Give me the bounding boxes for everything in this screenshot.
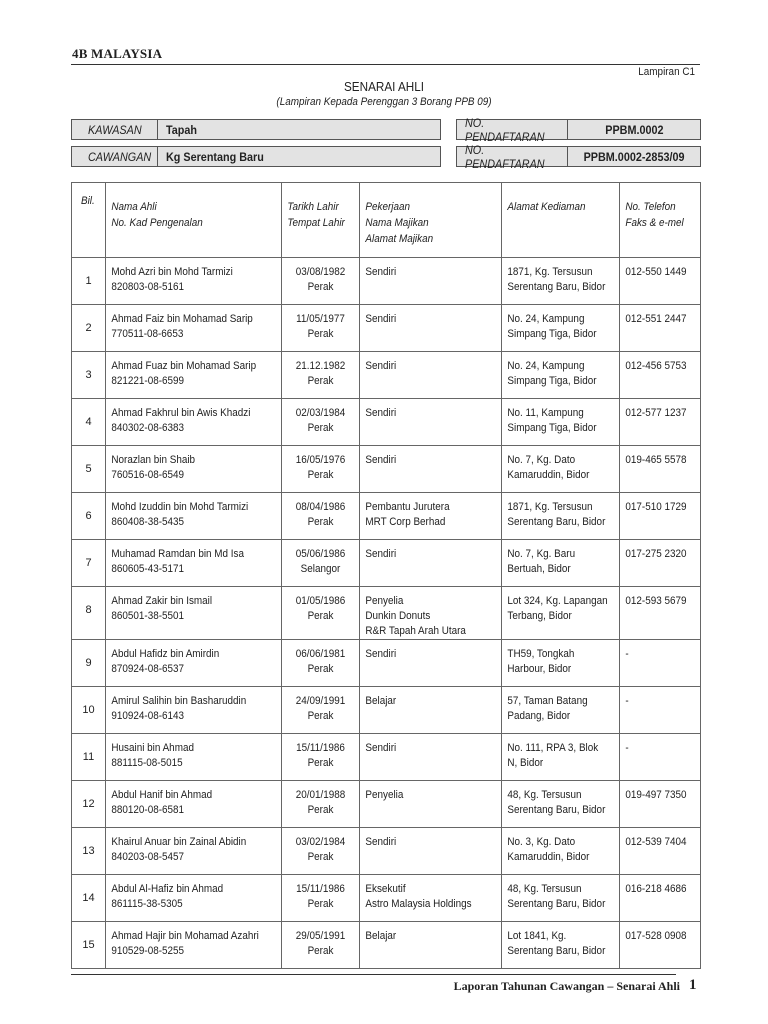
cell-telefon xyxy=(620,540,701,587)
cell-alamat xyxy=(502,540,620,587)
address-line-1: No. 24, Kampung xyxy=(507,313,585,325)
cell-alamat xyxy=(502,875,620,922)
cell-alamat xyxy=(502,305,620,352)
cell-nama xyxy=(106,922,282,969)
cell-telefon xyxy=(620,446,701,493)
employer: Astro Malaysia Holdings xyxy=(365,898,472,910)
cell-bil: 10 xyxy=(72,687,106,734)
table-row xyxy=(72,587,701,640)
table-row xyxy=(72,399,701,446)
kawasan-box xyxy=(71,119,441,140)
cell-telefon xyxy=(620,875,701,922)
occupation: Belajar xyxy=(365,695,397,707)
address-line-1: 48, Kg. Tersusun xyxy=(507,789,582,801)
occupation: Penyelia xyxy=(365,789,404,801)
birth-place: Perak xyxy=(307,610,334,622)
cell-bil: 13 xyxy=(72,828,106,875)
table-row xyxy=(72,258,701,305)
cell-bil: 2 xyxy=(72,305,106,352)
cell-pekerjaan xyxy=(360,258,502,305)
occupation: Eksekutif xyxy=(365,883,406,895)
address-line-2: Padang, Bidor xyxy=(507,710,571,722)
address-line-2: Serentang Baru, Bidor xyxy=(507,898,606,910)
lampiran-label: Lampiran C1 xyxy=(638,66,695,78)
table-row xyxy=(72,352,701,399)
cell-tarikh xyxy=(282,687,360,734)
member-name: Abdul Hanif bin Ahmad xyxy=(111,789,213,801)
member-ic: 860408-38-5435 xyxy=(111,516,185,528)
cell-telefon xyxy=(620,687,701,734)
birth-place: Perak xyxy=(307,757,334,769)
cell-tarikh xyxy=(282,781,360,828)
address-line-1: Lot 324, Kg. Lapangan xyxy=(507,595,608,607)
birth-date: 03/08/1982 xyxy=(295,266,346,278)
member-name: Ahmad Faiz bin Mohamad Sarip xyxy=(111,313,253,325)
phone: 012-456 5753 xyxy=(625,360,687,372)
birth-place: Perak xyxy=(307,516,334,528)
table-row xyxy=(72,446,701,493)
phone: 012-577 1237 xyxy=(625,407,687,419)
birth-date: 06/06/1981 xyxy=(295,648,346,660)
member-name: Amirul Salihin bin Basharuddin xyxy=(111,695,247,707)
footer-divider xyxy=(71,974,676,975)
cell-nama xyxy=(106,828,282,875)
birth-place: Selangor xyxy=(300,563,341,575)
cell-pekerjaan xyxy=(360,540,502,587)
page-number: 1 xyxy=(689,977,697,993)
address-line-1: TH59, Tongkah xyxy=(507,648,575,660)
table-row xyxy=(72,828,701,875)
phone: 017-275 2320 xyxy=(625,548,687,560)
address-line-1: No. 3, Kg. Dato xyxy=(507,836,576,848)
cell-alamat xyxy=(502,781,620,828)
cell-alamat xyxy=(502,493,620,540)
birth-date: 16/05/1976 xyxy=(295,454,346,466)
cell-tarikh xyxy=(282,828,360,875)
cell-pekerjaan xyxy=(360,922,502,969)
table-row xyxy=(72,922,701,969)
member-name: Mohd Azri bin Mohd Tarmizi xyxy=(111,266,233,278)
cell-pekerjaan xyxy=(360,640,502,687)
cell-nama xyxy=(106,540,282,587)
member-ic: 870924-08-6537 xyxy=(111,663,185,675)
cawangan-label: CAWANGAN xyxy=(72,147,158,166)
cell-pekerjaan xyxy=(360,399,502,446)
phone: 016-218 4686 xyxy=(625,883,687,895)
cell-pekerjaan xyxy=(360,305,502,352)
cell-pekerjaan xyxy=(360,734,502,781)
member-name: Mohd Izuddin bin Mohd Tarmizi xyxy=(111,501,249,513)
table-row xyxy=(72,687,701,734)
birth-date: 03/02/1984 xyxy=(295,836,346,848)
birth-date: 24/09/1991 xyxy=(295,695,346,707)
address-line-2: Serentang Baru, Bidor xyxy=(507,516,606,528)
pendaftaran-value-2: PPBM.0002-2853/09 xyxy=(583,149,685,164)
member-name: Ahmad Fuaz bin Mohamad Sarip xyxy=(111,360,257,372)
address-line-2: Kamaruddin, Bidor xyxy=(507,469,590,481)
birth-place: Perak xyxy=(307,898,334,910)
birth-date: 15/11/1986 xyxy=(296,742,345,754)
member-ic: 881115-08-5015 xyxy=(111,757,183,769)
member-name: Khairul Anuar bin Zainal Abidin xyxy=(111,836,247,848)
cell-nama xyxy=(106,587,282,640)
cell-telefon xyxy=(620,352,701,399)
address-line-2: Serentang Baru, Bidor xyxy=(507,945,606,957)
cell-alamat xyxy=(502,446,620,493)
col-header-bil: Bil. xyxy=(72,183,106,258)
col-header-telefon: No. Telefon Faks & e-mel xyxy=(620,183,701,258)
occupation: Pembantu Jurutera xyxy=(365,501,450,513)
cell-bil: 15 xyxy=(72,922,106,969)
cell-alamat xyxy=(502,828,620,875)
cell-alamat xyxy=(502,587,620,640)
address-line-2: Harbour, Bidor xyxy=(507,663,572,675)
member-ic: 860501-38-5501 xyxy=(111,610,185,622)
birth-place: Perak xyxy=(307,469,334,481)
phone: - xyxy=(625,695,629,707)
member-ic: 840302-08-6383 xyxy=(111,422,185,434)
address-line-1: No. 111, RPA 3, Blok xyxy=(507,742,599,754)
cell-pekerjaan xyxy=(360,352,502,399)
cell-telefon xyxy=(620,922,701,969)
cell-telefon xyxy=(620,258,701,305)
member-table xyxy=(71,182,701,969)
address-line-1: No. 24, Kampung xyxy=(507,360,585,372)
address-line-2: Simpang Tiga, Bidor xyxy=(507,422,597,434)
member-ic: 910924-08-6143 xyxy=(111,710,185,722)
cell-bil: 9 xyxy=(72,640,106,687)
cell-pekerjaan xyxy=(360,587,502,640)
cell-alamat xyxy=(502,734,620,781)
cell-nama xyxy=(106,258,282,305)
birth-date: 15/11/1986 xyxy=(296,883,345,895)
phone: 017-510 1729 xyxy=(625,501,687,513)
address-line-2: Terbang, Bidor xyxy=(507,610,572,622)
address-line-2: Kamaruddin, Bidor xyxy=(507,851,590,863)
phone: 012-593 5679 xyxy=(625,595,687,607)
cell-tarikh xyxy=(282,875,360,922)
cell-alamat xyxy=(502,258,620,305)
cell-alamat xyxy=(502,687,620,734)
birth-place: Perak xyxy=(307,804,334,816)
birth-date: 21.12.1982 xyxy=(295,360,346,372)
cell-bil: 6 xyxy=(72,493,106,540)
occupation: Sendiri xyxy=(365,313,397,325)
occupation: Sendiri xyxy=(365,548,397,560)
phone: 019-497 7350 xyxy=(625,789,687,801)
pendaftaran-value-1: PPBM.0002 xyxy=(604,122,664,137)
cell-tarikh xyxy=(282,587,360,640)
member-name: Ahmad Hajir bin Mohamad Azahri xyxy=(111,930,259,942)
cell-telefon xyxy=(620,493,701,540)
member-ic: 880120-08-6581 xyxy=(111,804,185,816)
page-subtitle: (Lampiran Kepada Perenggan 3 Borang PPB 09) xyxy=(276,96,492,108)
address-line-1: 57, Taman Batang xyxy=(507,695,588,707)
phone: 012-551 2447 xyxy=(625,313,687,325)
cell-nama xyxy=(106,399,282,446)
cell-telefon xyxy=(620,399,701,446)
address-line-2: N, Bidor xyxy=(507,757,544,769)
cell-tarikh xyxy=(282,446,360,493)
table-row xyxy=(72,781,701,828)
member-ic: 760516-08-6549 xyxy=(111,469,185,481)
cell-bil: 1 xyxy=(72,258,106,305)
cell-bil: 14 xyxy=(72,875,106,922)
cell-bil: 4 xyxy=(72,399,106,446)
cell-nama xyxy=(106,875,282,922)
occupation: Sendiri xyxy=(365,742,397,754)
address-line-2: Serentang Baru, Bidor xyxy=(507,804,606,816)
cell-bil: 7 xyxy=(72,540,106,587)
employer: MRT Corp Berhad xyxy=(365,516,446,528)
address-line-2: Simpang Tiga, Bidor xyxy=(507,328,597,340)
occupation: Penyelia xyxy=(365,595,404,607)
birth-place: Perak xyxy=(307,422,334,434)
member-ic: 860605-43-5171 xyxy=(111,563,185,575)
address-line-1: 48, Kg. Tersusun xyxy=(507,883,582,895)
cell-alamat xyxy=(502,640,620,687)
table-row xyxy=(72,640,701,687)
member-ic: 821221-08-6599 xyxy=(111,375,185,387)
cell-nama xyxy=(106,446,282,493)
cell-bil: 5 xyxy=(72,446,106,493)
page-title: SENARAI AHLI xyxy=(344,79,424,94)
table-row xyxy=(72,875,701,922)
birth-date: 02/03/1984 xyxy=(295,407,346,419)
cell-nama xyxy=(106,687,282,734)
birth-place: Perak xyxy=(307,328,334,340)
address-line-2: Simpang Tiga, Bidor xyxy=(507,375,597,387)
cell-tarikh xyxy=(282,493,360,540)
cell-alamat xyxy=(502,922,620,969)
col-header-alamat: Alamat Kediaman xyxy=(502,183,620,258)
address-line-2: Bertuah, Bidor xyxy=(507,563,571,575)
phone: - xyxy=(625,742,629,754)
cell-bil: 11 xyxy=(72,734,106,781)
birth-date: 11/05/1977 xyxy=(296,313,345,325)
address-line-1: No. 7, Kg. Dato xyxy=(507,454,576,466)
col-header-nama: Nama Ahli No. Kad Pengenalan xyxy=(106,183,282,258)
birth-date: 20/01/1988 xyxy=(295,789,346,801)
occupation: Sendiri xyxy=(365,836,397,848)
member-name: Norazlan bin Shaib xyxy=(111,454,196,466)
phone: 012-550 1449 xyxy=(625,266,687,278)
birth-date: 01/05/1986 xyxy=(295,595,346,607)
cell-telefon xyxy=(620,640,701,687)
cell-alamat xyxy=(502,352,620,399)
cell-telefon xyxy=(620,828,701,875)
cell-tarikh xyxy=(282,640,360,687)
address-line-1: No. 11, Kampung xyxy=(507,407,584,419)
employer: Dunkin Donuts xyxy=(365,610,431,622)
member-name: Husaini bin Ahmad xyxy=(111,742,194,754)
cell-tarikh xyxy=(282,352,360,399)
birth-place: Perak xyxy=(307,945,334,957)
birth-date: 08/04/1986 xyxy=(295,501,346,513)
member-name: Abdul Al-Hafiz bin Ahmad xyxy=(111,883,224,895)
cell-bil: 12 xyxy=(72,781,106,828)
pendaftaran-label-1: NO. PENDAFTARAN xyxy=(457,120,568,139)
member-name: Abdul Hafidz bin Amirdin xyxy=(111,648,220,660)
cell-pekerjaan xyxy=(360,493,502,540)
cell-nama xyxy=(106,305,282,352)
table-row xyxy=(72,540,701,587)
kawasan-label: KAWASAN xyxy=(72,120,158,139)
member-name: Ahmad Zakir bin Ismail xyxy=(111,595,213,607)
cell-tarikh xyxy=(282,734,360,781)
pendaftaran-box-2 xyxy=(456,142,701,171)
cell-tarikh xyxy=(282,922,360,969)
address-line-1: Lot 1841, Kg. xyxy=(507,930,567,942)
address-line-1: No. 7, Kg. Baru xyxy=(507,548,576,560)
table-row xyxy=(72,305,701,352)
cell-nama xyxy=(106,640,282,687)
cell-telefon xyxy=(620,587,701,640)
member-ic: 910529-08-5255 xyxy=(111,945,185,957)
phone: 019-465 5578 xyxy=(625,454,687,466)
cell-pekerjaan xyxy=(360,446,502,493)
member-ic: 840203-08-5457 xyxy=(111,851,185,863)
occupation: Sendiri xyxy=(365,266,397,278)
birth-date: 05/06/1986 xyxy=(295,548,346,560)
member-name: Ahmad Fakhrul bin Awis Khadzi xyxy=(111,407,251,419)
cell-nama xyxy=(106,352,282,399)
cell-pekerjaan xyxy=(360,875,502,922)
occupation: Belajar xyxy=(365,930,397,942)
cell-alamat xyxy=(502,399,620,446)
cawangan-box xyxy=(71,146,441,167)
cell-tarikh xyxy=(282,258,360,305)
phone: - xyxy=(625,648,629,660)
birth-place: Perak xyxy=(307,663,334,675)
cell-bil: 8 xyxy=(72,587,106,640)
address-line-2: Serentang Baru, Bidor xyxy=(507,281,606,293)
member-ic: 770511-08-6653 xyxy=(111,328,184,340)
cell-telefon xyxy=(620,305,701,352)
kawasan-value: Tapah xyxy=(166,122,198,137)
member-ic: 820803-08-5161 xyxy=(111,281,185,293)
birth-place: Perak xyxy=(307,375,334,387)
occupation: Sendiri xyxy=(365,648,397,660)
occupation: Sendiri xyxy=(365,360,397,372)
cell-tarikh xyxy=(282,540,360,587)
header-divider xyxy=(71,64,700,65)
cell-telefon xyxy=(620,734,701,781)
col-header-tarikh: Tarikh Lahir Tempat Lahir xyxy=(282,183,360,258)
cell-tarikh xyxy=(282,399,360,446)
phone: 012-539 7404 xyxy=(625,836,687,848)
cell-bil: 3 xyxy=(72,352,106,399)
cell-tarikh xyxy=(282,305,360,352)
pendaftaran-box-1 xyxy=(456,115,701,144)
cell-pekerjaan xyxy=(360,828,502,875)
col-header-pekerjaan: Pekerjaan Nama Majikan Alamat Majikan xyxy=(360,183,502,258)
occupation: Sendiri xyxy=(365,407,397,419)
birth-place: Perak xyxy=(307,851,334,863)
occupation: Sendiri xyxy=(365,454,397,466)
cawangan-value: Kg Serentang Baru xyxy=(166,149,264,164)
address-line-1: 1871, Kg. Tersusun xyxy=(507,266,593,278)
birth-place: Perak xyxy=(307,710,334,722)
pendaftaran-label-2: NO. PENDAFTARAN xyxy=(457,147,568,166)
cell-nama xyxy=(106,493,282,540)
cell-nama xyxy=(106,734,282,781)
address-line-1: 1871, Kg. Tersusun xyxy=(507,501,593,513)
cell-pekerjaan xyxy=(360,687,502,734)
organization-name: 4B MALAYSIA xyxy=(72,46,163,61)
table-row xyxy=(72,493,701,540)
birth-place: Perak xyxy=(307,281,334,293)
cell-nama xyxy=(106,781,282,828)
table-row xyxy=(72,734,701,781)
birth-date: 29/05/1991 xyxy=(295,930,346,942)
footer-text: Laporan Tahunan Cawangan – Senarai Ahli xyxy=(453,979,680,993)
phone: 017-528 0908 xyxy=(625,930,687,942)
member-ic: 861115-38-5305 xyxy=(111,898,183,910)
cell-pekerjaan xyxy=(360,781,502,828)
table-header-row xyxy=(72,183,701,258)
cell-telefon xyxy=(620,781,701,828)
employer-address: R&R Tapah Arah Utara xyxy=(365,625,466,637)
member-name: Muhamad Ramdan bin Md Isa xyxy=(111,548,245,560)
